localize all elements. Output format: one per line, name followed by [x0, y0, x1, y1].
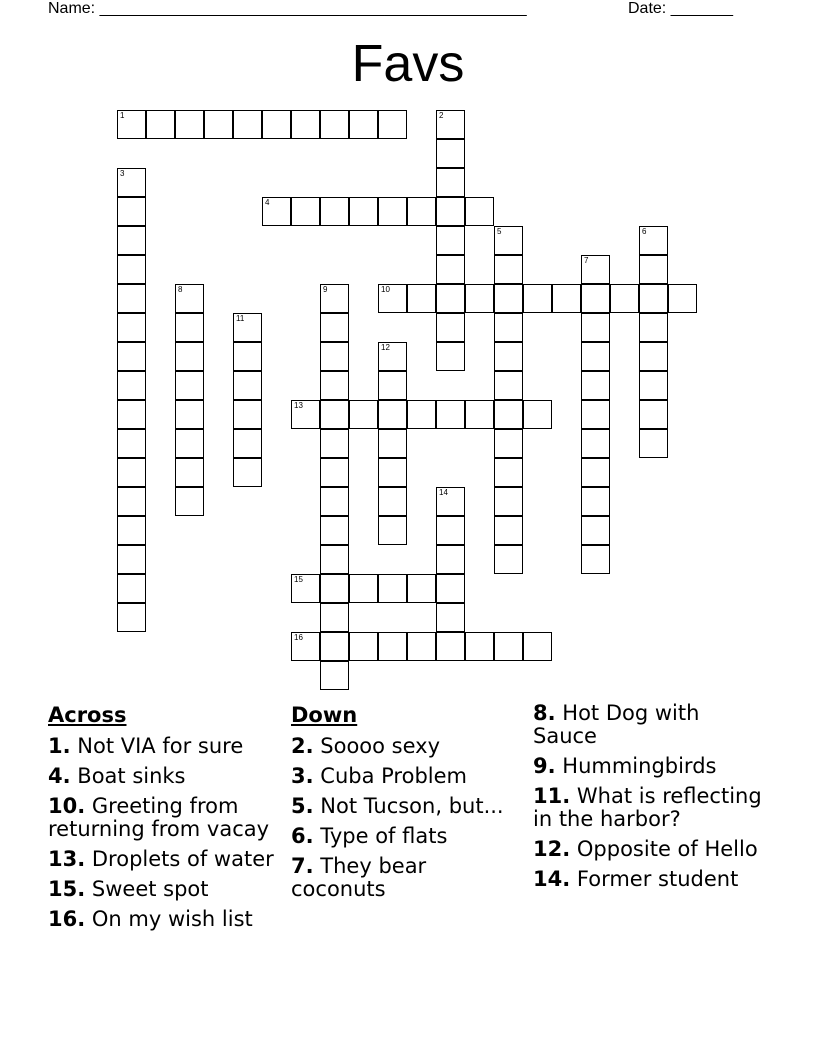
- grid-cell[interactable]: [494, 429, 523, 458]
- grid-cell[interactable]: [146, 110, 175, 139]
- grid-cell[interactable]: [378, 400, 407, 429]
- grid-cell[interactable]: [494, 516, 523, 545]
- grid-cell[interactable]: [117, 458, 146, 487]
- grid-cell[interactable]: [262, 110, 291, 139]
- clue-down-14: 14. Former student: [533, 867, 739, 891]
- cell-number: 9: [323, 285, 328, 294]
- grid-cell[interactable]: [349, 574, 378, 603]
- grid-cell[interactable]: [668, 284, 697, 313]
- grid-cell[interactable]: [291, 400, 320, 429]
- grid-cell[interactable]: [378, 284, 407, 313]
- grid-cell[interactable]: [436, 110, 465, 139]
- grid-cell[interactable]: [320, 458, 349, 487]
- grid-cell[interactable]: [639, 226, 668, 255]
- across-clues: [48, 702, 278, 938]
- grid-cell[interactable]: [407, 400, 436, 429]
- cell-number: 8: [178, 285, 183, 294]
- grid-cell[interactable]: [378, 632, 407, 661]
- cell-number: 14: [439, 488, 448, 497]
- grid-cell[interactable]: [175, 313, 204, 342]
- cell-number: 13: [294, 401, 303, 410]
- clue-down-3: 3. Cuba Problem: [291, 764, 467, 788]
- grid-cell[interactable]: [320, 342, 349, 371]
- grid-cell[interactable]: [436, 168, 465, 197]
- grid-cell[interactable]: [320, 110, 349, 139]
- cell-number: 12: [381, 343, 390, 352]
- clue-down-11: 11. What is reflecting in the harbor?: [533, 784, 762, 831]
- grid-cell[interactable]: [320, 371, 349, 400]
- cell-number: 5: [497, 227, 502, 236]
- grid-cell[interactable]: [378, 371, 407, 400]
- grid-cell[interactable]: [494, 400, 523, 429]
- grid-cell[interactable]: [581, 342, 610, 371]
- grid-cell[interactable]: [320, 400, 349, 429]
- grid-cell[interactable]: [639, 371, 668, 400]
- grid-cell[interactable]: [117, 226, 146, 255]
- grid-cell[interactable]: [233, 110, 262, 139]
- grid-cell[interactable]: [349, 400, 378, 429]
- grid-cell[interactable]: [581, 429, 610, 458]
- grid-cell[interactable]: [233, 429, 262, 458]
- grid-cell[interactable]: [320, 197, 349, 226]
- grid-cell[interactable]: [639, 429, 668, 458]
- grid-cell[interactable]: [436, 255, 465, 284]
- grid-cell[interactable]: [436, 342, 465, 371]
- grid-cell[interactable]: [233, 371, 262, 400]
- grid-cell[interactable]: [233, 313, 262, 342]
- grid-cell[interactable]: [204, 110, 233, 139]
- grid-cell[interactable]: [320, 545, 349, 574]
- grid-cell[interactable]: [581, 313, 610, 342]
- grid-cell[interactable]: [436, 545, 465, 574]
- grid-cell[interactable]: [494, 255, 523, 284]
- grid-cell[interactable]: [349, 197, 378, 226]
- grid-cell[interactable]: [494, 371, 523, 400]
- cell-number: 10: [381, 285, 390, 294]
- grid-cell[interactable]: [117, 168, 146, 197]
- grid-cell[interactable]: [581, 400, 610, 429]
- grid-cell[interactable]: [639, 400, 668, 429]
- grid-cell[interactable]: [320, 487, 349, 516]
- clue-down-8: 8. Hot Dog with Sauce: [533, 701, 700, 748]
- grid-cell[interactable]: [175, 342, 204, 371]
- grid-cell[interactable]: [610, 284, 639, 313]
- grid-cell[interactable]: [349, 110, 378, 139]
- grid-cell[interactable]: [523, 632, 552, 661]
- grid-cell[interactable]: [117, 516, 146, 545]
- clue-down-9: 9. Hummingbirds: [533, 754, 717, 778]
- grid-cell[interactable]: [436, 197, 465, 226]
- grid-cell[interactable]: [117, 255, 146, 284]
- down-clues-continued: [533, 702, 763, 898]
- grid-cell[interactable]: [175, 429, 204, 458]
- grid-cell[interactable]: [436, 139, 465, 168]
- grid-cell[interactable]: [436, 516, 465, 545]
- grid-cell[interactable]: [320, 632, 349, 661]
- grid-cell[interactable]: [494, 545, 523, 574]
- clue-down-6: 6. Type of flats: [291, 824, 448, 848]
- clue-down-2: 2. Soooo sexy: [291, 734, 441, 758]
- cell-number: 7: [584, 256, 589, 265]
- grid-cell[interactable]: [291, 632, 320, 661]
- grid-cell[interactable]: [639, 284, 668, 313]
- grid-cell[interactable]: [552, 284, 581, 313]
- cell-number: 3: [120, 169, 125, 178]
- cell-number: 11: [236, 314, 245, 323]
- clue-across-4: 4. Boat sinks: [48, 764, 186, 788]
- grid-cell[interactable]: [378, 458, 407, 487]
- clue-down-7: 7. They bear coconuts: [291, 854, 427, 901]
- grid-cell[interactable]: [436, 226, 465, 255]
- grid-cell[interactable]: [494, 458, 523, 487]
- grid-cell[interactable]: [494, 284, 523, 313]
- grid-cell[interactable]: [320, 574, 349, 603]
- page-title: Favs: [351, 35, 465, 93]
- grid-cell[interactable]: [436, 487, 465, 516]
- grid-cell[interactable]: [407, 284, 436, 313]
- grid-cell[interactable]: [117, 574, 146, 603]
- clue-across-13: 13. Droplets of water: [48, 847, 274, 871]
- grid-cell[interactable]: [523, 284, 552, 313]
- grid-cell[interactable]: [233, 458, 262, 487]
- cell-number: 16: [294, 633, 303, 642]
- grid-cell[interactable]: [117, 400, 146, 429]
- grid-cell[interactable]: [175, 400, 204, 429]
- grid-cell[interactable]: [494, 226, 523, 255]
- grid-cell[interactable]: [320, 429, 349, 458]
- grid-cell[interactable]: [465, 400, 494, 429]
- cell-number: 4: [265, 198, 270, 207]
- grid-cell[interactable]: [117, 545, 146, 574]
- grid-cell[interactable]: [117, 342, 146, 371]
- grid-cell[interactable]: [262, 197, 291, 226]
- grid-cell[interactable]: [494, 342, 523, 371]
- grid-cell[interactable]: [378, 487, 407, 516]
- grid-cell[interactable]: [378, 197, 407, 226]
- grid-cell[interactable]: [117, 603, 146, 632]
- grid-cell[interactable]: [494, 313, 523, 342]
- cell-number: 1: [120, 111, 125, 120]
- grid-cell[interactable]: [465, 197, 494, 226]
- grid-cell[interactable]: [465, 632, 494, 661]
- grid-cell[interactable]: [291, 197, 320, 226]
- grid-cell[interactable]: [407, 632, 436, 661]
- grid-cell[interactable]: [320, 313, 349, 342]
- grid-cell[interactable]: [436, 284, 465, 313]
- grid-cell[interactable]: [581, 458, 610, 487]
- grid-cell[interactable]: [117, 487, 146, 516]
- grid-cell[interactable]: [291, 574, 320, 603]
- grid-cell[interactable]: [436, 632, 465, 661]
- grid-cell[interactable]: [581, 516, 610, 545]
- grid-cell[interactable]: [407, 197, 436, 226]
- down-clues: [291, 702, 521, 908]
- grid-cell[interactable]: [436, 603, 465, 632]
- grid-cell[interactable]: [407, 574, 436, 603]
- grid-cell[interactable]: [639, 342, 668, 371]
- clue-down-5: 5. Not Tucson, but...: [291, 794, 504, 818]
- cell-number: 6: [642, 227, 647, 236]
- date-field[interactable]: Date: _______: [628, 0, 733, 17]
- grid-cell[interactable]: [581, 371, 610, 400]
- grid-cell[interactable]: [581, 255, 610, 284]
- grid-cell[interactable]: [581, 487, 610, 516]
- grid-cell[interactable]: [117, 371, 146, 400]
- cell-number: 15: [294, 575, 303, 584]
- grid-cell[interactable]: [117, 313, 146, 342]
- grid-cell[interactable]: [436, 574, 465, 603]
- grid-cell[interactable]: [175, 487, 204, 516]
- grid-cell[interactable]: [378, 516, 407, 545]
- grid-cell[interactable]: [320, 603, 349, 632]
- grid-cell[interactable]: [175, 458, 204, 487]
- grid-cell[interactable]: [320, 661, 349, 690]
- grid-cell[interactable]: [494, 632, 523, 661]
- across-heading: Across: [48, 703, 127, 727]
- clue-across-10: 10. Greeting from returning from vacay: [48, 794, 270, 841]
- grid-cell[interactable]: [175, 284, 204, 313]
- grid-cell[interactable]: [523, 400, 552, 429]
- grid-cell[interactable]: [378, 574, 407, 603]
- grid-cell[interactable]: [436, 313, 465, 342]
- name-field[interactable]: Name: ________________________________________________: [48, 0, 527, 17]
- grid-cell[interactable]: [117, 284, 146, 313]
- grid-cell[interactable]: [639, 313, 668, 342]
- grid-cell[interactable]: [117, 110, 146, 139]
- grid-cell[interactable]: [465, 284, 494, 313]
- grid-cell[interactable]: [320, 284, 349, 313]
- grid-cell[interactable]: [233, 400, 262, 429]
- clue-across-15: 15. Sweet spot: [48, 877, 209, 901]
- clue-across-16: 16. On my wish list: [48, 907, 253, 931]
- clue-down-12: 12. Opposite of Hello: [533, 837, 758, 861]
- grid-cell[interactable]: [494, 487, 523, 516]
- grid-cell[interactable]: [378, 110, 407, 139]
- grid-cell[interactable]: [639, 255, 668, 284]
- grid-cell[interactable]: [117, 429, 146, 458]
- grid-cell[interactable]: [291, 110, 320, 139]
- grid-cell[interactable]: [175, 110, 204, 139]
- grid-cell[interactable]: [349, 632, 378, 661]
- grid-cell[interactable]: [581, 545, 610, 574]
- grid-cell[interactable]: [436, 400, 465, 429]
- grid-cell[interactable]: [581, 284, 610, 313]
- grid-cell[interactable]: [175, 371, 204, 400]
- grid-cell[interactable]: [378, 342, 407, 371]
- grid-cell[interactable]: [117, 197, 146, 226]
- clue-across-1: 1. Not VIA for sure: [48, 734, 244, 758]
- cell-number: 2: [439, 111, 444, 120]
- grid-cell[interactable]: [233, 342, 262, 371]
- grid-cell[interactable]: [320, 516, 349, 545]
- down-heading: Down: [291, 703, 358, 727]
- grid-cell[interactable]: [378, 429, 407, 458]
